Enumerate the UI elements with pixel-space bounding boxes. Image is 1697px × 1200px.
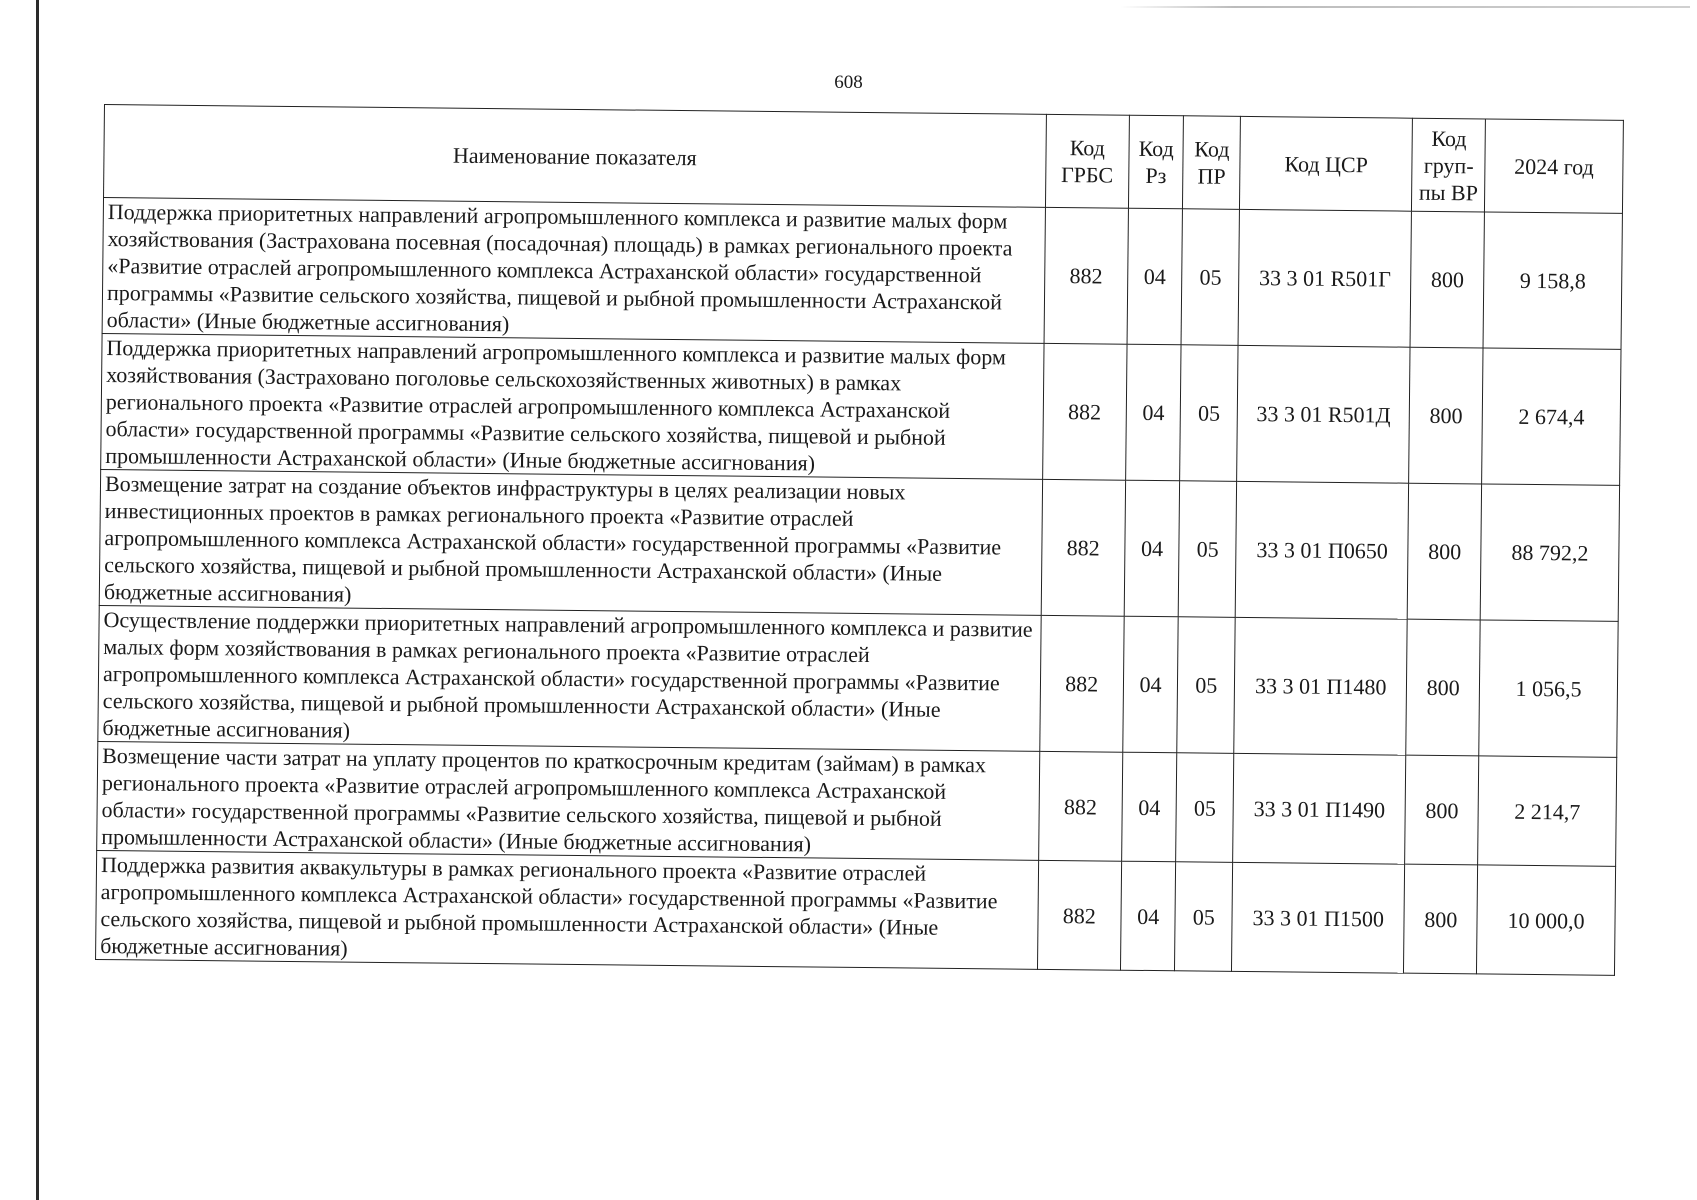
row-csr: 33 3 01 R501Г xyxy=(1238,209,1412,347)
row-name: Поддержка приоритетных направлений агропромышленного комплекса и развитие малых форм хозяйствования (Застраховано поголовье сельскохозяйственных животных) в рамках регионального проекта «Развитие отраслей агропромышленного комплекса Астраханской области» государственной программы «Развитие сельского хозяйства, пищевой и рыбной промышленности Астраханской области» (Иные бюджетные ассигнования) xyxy=(101,333,1044,479)
row-csr: 33 3 01 П1480 xyxy=(1234,617,1408,755)
row-vr: 800 xyxy=(1405,755,1479,865)
row-grbs: 882 xyxy=(1041,479,1125,616)
row-amount: 88 792,2 xyxy=(1480,484,1619,621)
row-pr: 05 xyxy=(1182,209,1240,346)
header-rz: Код Рз xyxy=(1128,115,1184,209)
row-csr: 33 3 01 R501Д xyxy=(1237,345,1411,483)
scan-top-noise xyxy=(1120,6,1690,8)
row-vr: 800 xyxy=(1404,864,1478,974)
row-grbs: 882 xyxy=(1042,343,1126,480)
row-name: Поддержка развития аквакультуры в рамках регионального проекта «Развитие отраслей агропромышленного комплекса Астраханской области» государственной программы «Развитие сельского хозяйства, пищевой и рыбной промышленности Астраханской области» (Иные бюджетные ассигнования) xyxy=(96,850,1039,969)
row-amount: 2 214,7 xyxy=(1478,756,1617,866)
header-vr: Код груп-пы ВР xyxy=(1412,118,1486,212)
row-amount: 9 158,8 xyxy=(1483,212,1622,349)
row-amount: 1 056,5 xyxy=(1479,620,1618,757)
table-row xyxy=(101,333,1621,485)
row-rz: 04 xyxy=(1123,616,1179,753)
table-row xyxy=(99,469,1619,621)
row-grbs: 882 xyxy=(1044,207,1128,344)
row-rz: 04 xyxy=(1125,344,1181,481)
row-vr: 800 xyxy=(1406,619,1480,756)
row-csr: 33 3 01 П0650 xyxy=(1235,481,1409,619)
header-pr: Код ПР xyxy=(1183,116,1241,210)
scan-left-edge-line xyxy=(36,0,39,1200)
row-rz: 04 xyxy=(1120,861,1176,971)
header-year: 2024 год xyxy=(1485,119,1624,213)
table-row xyxy=(102,198,1622,350)
row-csr: 33 3 01 П1500 xyxy=(1232,862,1405,973)
row-pr: 05 xyxy=(1179,481,1237,618)
table-row xyxy=(98,605,1618,757)
row-amount: 2 674,4 xyxy=(1482,348,1621,485)
row-pr: 05 xyxy=(1176,753,1234,863)
row-rz: 04 xyxy=(1124,480,1180,617)
row-rz: 04 xyxy=(1121,752,1177,862)
row-pr: 05 xyxy=(1175,862,1233,972)
row-rz: 04 xyxy=(1127,208,1183,345)
budget-table-container xyxy=(95,104,1624,976)
header-csr: Код ЦСР xyxy=(1240,116,1413,211)
row-grbs: 882 xyxy=(1038,751,1122,861)
row-name: Осуществление поддержки приоритетных направлений агропромышленного комплекса и развитие малых форм хозяйствования в рамках регионального проекта «Развитие отраслей агропромышленного комплекса Астраханской области» государственной программы «Развитие сельского хозяйства, пищевой и рыбной промышленности Астраханской области» (Иные бюджетные ассигнования) xyxy=(98,605,1041,751)
row-amount: 10 000,0 xyxy=(1477,865,1616,975)
budget-table xyxy=(95,104,1624,976)
row-name: Возмещение части затрат на уплату процентов по краткосрочным кредитам (займам) в рамках регионального проекта «Развитие отраслей агропромышленного комплекса Астраханской области» государственной программы «Развитие сельского хозяйства, пищевой и рыбной промышленности Астраханской области» (Иные бюджетные ассигнования) xyxy=(97,741,1040,860)
table-row xyxy=(97,741,1617,866)
row-pr: 05 xyxy=(1180,345,1238,482)
row-grbs: 882 xyxy=(1040,615,1124,752)
row-vr: 800 xyxy=(1407,483,1481,620)
row-pr: 05 xyxy=(1177,617,1235,754)
header-name: Наименование показателя xyxy=(104,105,1047,208)
row-vr: 800 xyxy=(1409,347,1483,484)
row-name: Поддержка приоритетных направлений агропромышленного комплекса и развитие малых форм хозяйствования (Застрахована посевная (посадочная) площадь) в рамках регионального проекта «Развитие отраслей агропромышленного комплекса Астраханской области» государственной программы «Развитие сельского хозяйства, пищевой и рыбной промышленности Астраханской области» (Иные бюджетные ассигнования) xyxy=(102,198,1045,344)
row-name: Возмещение затрат на создание объектов инфраструктуры в целях реализации новых инвестиционных проектов в рамках регионального проекта «Развитие отраслей агропромышленного комплекса Астраханской области» государственной программы «Развитие сельского хозяйства, пищевой и рыбной промышленности Астраханской области» (Иные бюджетные ассигнования) xyxy=(99,469,1042,615)
header-grbs: Код ГРБС xyxy=(1045,114,1129,208)
page-number: 608 xyxy=(834,72,863,93)
table-header-row xyxy=(104,105,1624,214)
row-csr: 33 3 01 П1490 xyxy=(1233,753,1406,864)
table-row xyxy=(96,850,1616,975)
row-vr: 800 xyxy=(1410,211,1484,348)
row-grbs: 882 xyxy=(1037,860,1121,970)
